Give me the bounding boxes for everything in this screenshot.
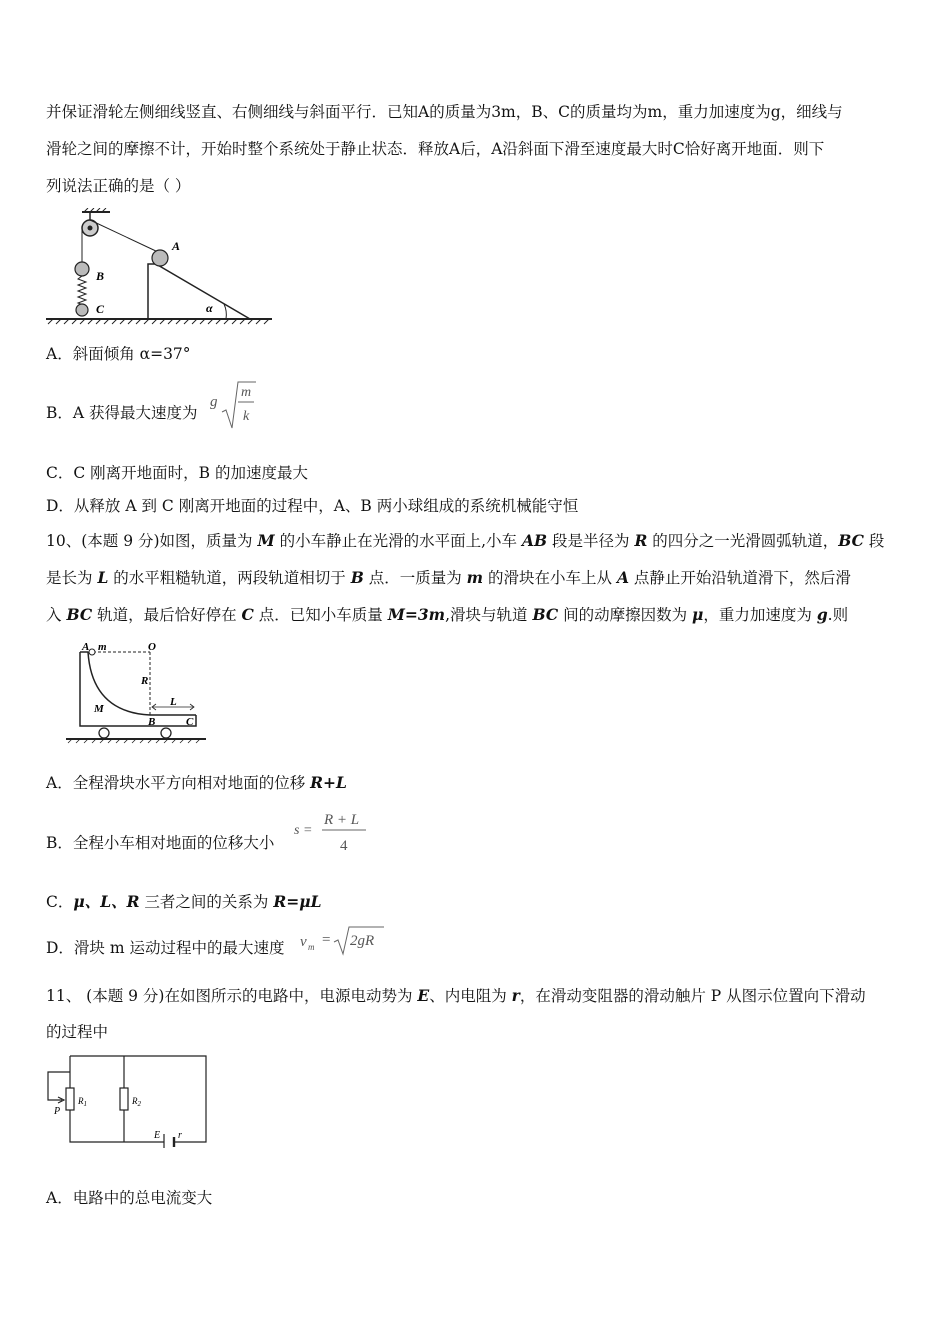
q10-var: R xyxy=(634,531,648,550)
q10-option-d-formula xyxy=(298,924,388,958)
q9-stem-line2: 滑轮之间的摩擦不计，开始时整个系统处于静止状态．释放A后，A沿斜面下滑至速度最大时C恰好离开地面．则下 xyxy=(46,140,825,158)
q10-var: A xyxy=(616,568,629,587)
q10-option-a xyxy=(46,772,906,794)
q10-stem-line2 xyxy=(46,567,906,589)
q10-text: 的水平粗糙轨道，两段轨道相切于 xyxy=(108,569,351,587)
q10-text: ,滑块与轨道 xyxy=(445,606,533,624)
q11-text: 11、 (本题 9 分)在如图所示的电路中，电源电动势为 xyxy=(46,987,418,1005)
q10-var: μ xyxy=(692,605,704,624)
q11-text: ，在滑动变阻器的滑动触片 P 从图示位置向下滑动 xyxy=(519,987,866,1005)
q10-text: 点静止开始沿轨道滑下，然后滑 xyxy=(628,569,851,587)
q9-formula-g: g xyxy=(210,394,218,410)
q10-label-l: L xyxy=(170,696,177,708)
q10-text: 点．一质量为 xyxy=(363,569,467,587)
q9-formula-num: m xyxy=(241,385,252,400)
q10-text: 点．已知小车质量 xyxy=(253,606,388,624)
q10-option-c-value: R=μL xyxy=(273,892,322,911)
q10-text: 段是半径为 xyxy=(547,532,635,550)
q10-var: BC xyxy=(66,605,93,624)
q9-option-b-text: B．A 获得最大速度为 xyxy=(46,404,198,422)
q10-label-b: B xyxy=(148,716,156,728)
q11-var: r xyxy=(511,986,520,1005)
q10-text: 轨道，最后恰好停在 xyxy=(92,606,242,624)
q10-label-c: C xyxy=(186,716,194,728)
q10-text: 段 xyxy=(864,532,885,550)
q10-var: BC xyxy=(838,531,864,550)
q10-label-o: O xyxy=(148,641,156,653)
q10-label-m: m xyxy=(98,641,107,653)
q10-formula-lhs: s = xyxy=(294,823,313,838)
q10-stem-line3 xyxy=(46,604,906,626)
q10-var: M=3m xyxy=(387,605,446,624)
q10-figure-cart xyxy=(62,640,210,746)
q10-option-c-vars: μ、L、R xyxy=(73,892,140,911)
q10-var: m xyxy=(466,568,484,587)
q11-text: 、内电阻为 xyxy=(429,987,512,1005)
q10-formula-num: R + L xyxy=(324,812,360,828)
q10-formula-den: 4 xyxy=(340,838,348,854)
q10-option-a-text: A．全程滑块水平方向相对地面的位移 xyxy=(46,774,311,792)
q10-var: B xyxy=(350,568,364,587)
q9-figure-pulley-incline xyxy=(44,208,276,328)
q9-stem-line3: 列说法正确的是（ ） xyxy=(46,177,191,195)
q10-text: 的四分之一光滑圆弧轨道， xyxy=(647,532,839,550)
q11-option-a: A．电路中的总电流变大 xyxy=(46,1189,213,1207)
q10-option-d-text: D．滑块 m 运动过程中的最大速度 xyxy=(46,939,285,957)
q10-formula-v: v xyxy=(300,934,307,950)
q10-var: M xyxy=(257,531,275,550)
q9-label-c: C xyxy=(96,302,105,316)
q9-option-d: D．从释放 A 到 C 刚离开地面的过程中，A、B 两小球组成的系统机械能守恒 xyxy=(46,497,579,515)
q9-option-c: C．C 刚离开地面时，B 的加速度最大 xyxy=(46,464,308,482)
q10-option-c xyxy=(46,891,906,913)
q9-label-b: B xyxy=(96,269,105,283)
q9-label-a: A xyxy=(172,239,181,253)
q9-label-alpha: α xyxy=(206,301,213,315)
q10-var: AB xyxy=(521,531,548,550)
q10-label-a: A xyxy=(82,641,90,653)
q10-text: 间的动摩擦因数为 xyxy=(558,606,693,624)
q10-option-d xyxy=(46,937,906,959)
q10-formula-eq: = xyxy=(322,932,331,948)
q9-stem-line1: 并保证滑轮左侧细线竖直、右侧细线与斜面平行．已知A的质量为3m，B、C的质量均为m，重力加速度为g，细线与 xyxy=(46,103,843,121)
q9-formula-den: k xyxy=(243,409,250,424)
q9-option-b-formula xyxy=(208,376,268,432)
q10-text: 10、(本题 9 分)如图，质量为 xyxy=(46,532,258,550)
q11-label-r1: $R_1$ xyxy=(78,1096,87,1108)
q10-option-c-text: 三者之间的关系为 xyxy=(139,893,274,911)
q11-label-r: r xyxy=(178,1130,182,1141)
q10-text: 的小车静止在光滑的水平面上,小车 xyxy=(274,532,522,550)
q11-label-p: P xyxy=(54,1106,61,1117)
q10-formula-rad: 2gR xyxy=(350,933,375,949)
q11-var: E xyxy=(417,986,430,1005)
q10-var: L xyxy=(97,568,109,587)
q9-option-a: A．斜面倾角 α=37° xyxy=(46,345,191,363)
q11-stem-line2: 的过程中 xyxy=(46,1023,109,1041)
q9-option-b xyxy=(46,402,906,424)
q10-option-b-text: B．全程小车相对地面的位移大小 xyxy=(46,834,275,852)
q11-label-e: E xyxy=(154,1130,161,1141)
q10-label-r: R xyxy=(141,675,149,687)
q10-text: ，重力加速度为 xyxy=(703,606,817,624)
q10-stem-line1 xyxy=(46,530,906,552)
q10-option-b xyxy=(46,832,906,854)
q10-text: 是长为 xyxy=(46,569,98,587)
q10-option-b-formula xyxy=(294,806,374,856)
q11-stem-line1 xyxy=(46,985,906,1007)
q10-text: .则 xyxy=(827,606,849,624)
q10-var: C xyxy=(241,605,254,624)
q10-text: 的滑块在小车上从 xyxy=(483,569,617,587)
q10-text: 入 xyxy=(46,606,67,624)
q10-var: g xyxy=(816,605,828,624)
q11-figure-circuit xyxy=(40,1052,212,1148)
q10-option-c-text: C． xyxy=(46,893,74,911)
q10-formula-sub: m xyxy=(308,942,315,952)
q10-option-a-value: R+L xyxy=(310,773,347,792)
q10-label-cart-m: M xyxy=(94,703,104,715)
q10-var: BC xyxy=(532,605,559,624)
q11-label-r2: $R_2$ xyxy=(132,1096,141,1108)
